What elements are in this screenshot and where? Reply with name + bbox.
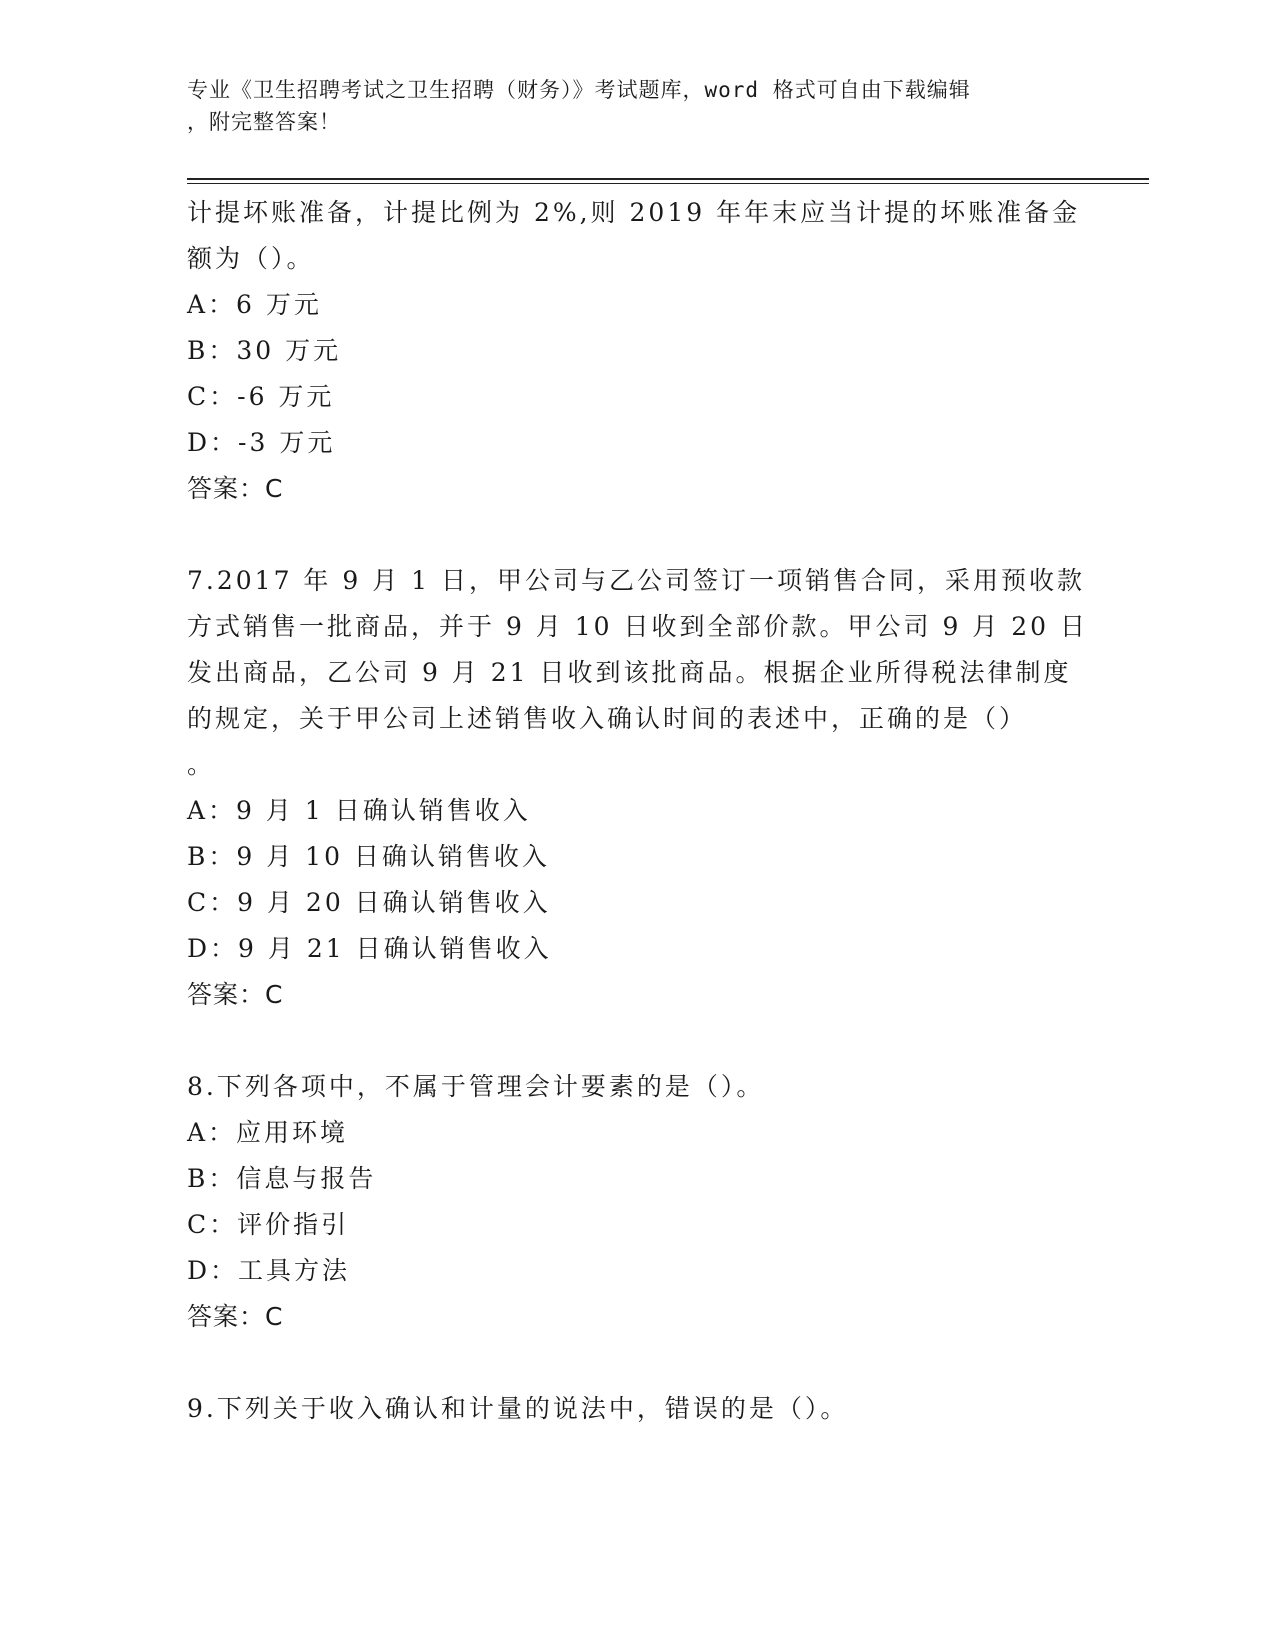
header-line-1: 专业《卫生招聘考试之卫生招聘（财务）》考试题库，word 格式可自由下载编辑	[187, 78, 971, 102]
option-a: A：应用环境	[187, 1118, 349, 1147]
option-a: A：6 万元	[187, 290, 322, 319]
option-b: B：信息与报告	[187, 1164, 377, 1193]
question-6	[187, 190, 1087, 512]
question-stem-line: 的规定，关于甲公司上述销售收入确认时间的表述中，正确的是（）	[187, 704, 1028, 733]
option-d: D：工具方法	[187, 1256, 351, 1285]
question-stem-line: 。	[187, 750, 216, 779]
question-stem-line: 计提坏账准备，计提比例为 2%,则 2019 年年末应当计提的坏账准备金	[187, 198, 1081, 227]
question-8	[187, 1064, 1087, 1340]
spacer	[187, 1340, 1087, 1386]
question-9	[187, 1386, 1087, 1432]
option-c: C：9 月 20 日确认销售收入	[187, 888, 551, 917]
question-stem-line: 方式销售一批商品，并于 9 月 10 日收到全部价款。甲公司 9 月 20 日	[187, 612, 1089, 641]
option-a: A：9 月 1 日确认销售收入	[187, 796, 531, 825]
answer-text: 答案：C	[187, 474, 284, 503]
spacer	[187, 1018, 1087, 1064]
option-b: B：9 月 10 日确认销售收入	[187, 842, 550, 871]
option-c: C：-6 万元	[187, 382, 335, 411]
question-stem-line: 8.下列各项中，不属于管理会计要素的是（）。	[187, 1072, 765, 1101]
question-stem-line: 7.2017 年 9 月 1 日，甲公司与乙公司签订一项销售合同，采用预收款	[187, 566, 1086, 595]
spacer	[187, 512, 1087, 558]
question-7	[187, 558, 1087, 1018]
option-d: D：9 月 21 日确认销售收入	[187, 934, 552, 963]
option-b: B：30 万元	[187, 336, 342, 365]
answer-text: 答案：C	[187, 980, 284, 1009]
header-divider-thin	[187, 183, 1149, 184]
question-stem-line: 9.下列关于收入确认和计量的说法中，错误的是（）。	[187, 1394, 849, 1423]
document-body	[187, 190, 1087, 1432]
header-line-2: ，附完整答案！	[187, 110, 341, 134]
document-header	[187, 74, 1087, 138]
answer-text: 答案：C	[187, 1302, 284, 1331]
option-c: C：评价指引	[187, 1210, 350, 1239]
header-divider-thick	[187, 178, 1149, 180]
question-stem-line: 发出商品，乙公司 9 月 21 日收到该批商品。根据企业所得税法律制度	[187, 658, 1072, 687]
option-d: D：-3 万元	[187, 428, 336, 457]
question-stem-line: 额为（）。	[187, 244, 315, 273]
